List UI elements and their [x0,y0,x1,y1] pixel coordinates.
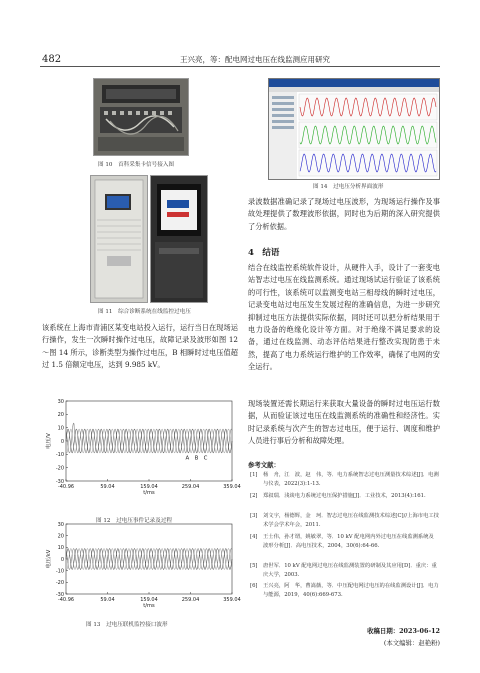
x-axis-label: t/ms [143,603,155,609]
x-tick-label: -40.96 [57,484,75,490]
reference-text: 郑叙瑞．浅谈电力系统过电压保护措施[J]．工业技术，2013(4):161. [263,493,426,499]
y-axis-label: 电压/V [46,433,52,449]
y-tick-label: -10 [55,452,64,459]
figure-12-caption: 图 12 过电压事件记录及过程 [96,518,173,524]
reference-number: [5] [250,563,258,569]
figure-11-cabinet-photo [90,175,148,303]
legend-text: A B C [185,455,208,462]
reference-number: [1] [250,472,258,478]
reference-text: 刘文宇，杨德辉，金 珂．智志过电压在线监测技术综述[C]//上海市电工技术学会学术年会，2011. [263,513,439,529]
figure-11-monitor-photo [150,175,208,303]
y-tick-label: 10 [57,425,64,432]
reference-text: 王士伟，孙才谓，姚敏翠，等．10 kV 配电网内外过电压在线监测系统及波形分析[J]．高电压技术，2004，30(6):64-66. [263,534,434,550]
reference-number: [4] [250,534,258,540]
section-heading: 4 结语 [248,248,280,258]
references-heading: 参考文献： [248,461,280,469]
chart-12-plot [44,399,241,496]
x-tick-label: 259.04 [181,597,200,603]
page-number: 482 [42,54,62,65]
reference-number: [6] [250,583,258,589]
x-tick-label: 159.04 [140,484,158,490]
reference-item [250,471,440,491]
y-tick-label: -20 [55,580,64,587]
figure-10-photo [93,78,189,156]
y-tick-label: 20 [57,412,64,419]
running-title: 王兴亮，等：配电网过电压在线监测应用研究 [180,55,330,64]
y-tick-label: 30 [57,521,64,528]
figure-14-caption: 图 14 过电压分析界面波形 [313,184,384,190]
y-axis-label: 电压/kV [46,549,52,569]
received-date: 收稿日期：2023-06-12 [367,627,440,635]
figure-12-chart [42,397,241,505]
left-paragraph: 该系统在上海市青浦区某变电站投入运行，运行当日在现场运行操作，发生一次瞬时操作过电压，故障记录及波形如图 12～图 14 所示，诊断类型为操作过电压，B 相瞬时过电压值超过 1.5 倍额定电压，达到 9.985 kV。 [42,323,238,370]
chart-13-plot [44,522,241,609]
header-rule [40,66,440,67]
reference-number: [2] [250,493,258,499]
right-paragraph-1: 录波数据准确记录了现场过电压波形，为现场运行操作及事故处理提供了数理波形依据，同时也为后期的深入研究提供了分析依据。 [248,197,440,231]
reference-item [250,582,440,602]
figure-11-caption: 图 11 综合诊断系统在线监控过电压 [98,309,191,315]
x-tick-label: 59.04 [100,484,115,490]
reference-text: 王兴亮，阿 华，曹嵩薇，等．中压配电网过电压的在线监测设计[J]．电力与能源，2019，40(6):669-673. [263,583,439,599]
y-tick-label: -30 [55,478,64,485]
reference-text: 唐世军．10 kV 配电网过电压在线监测装置的研制及其应用[D]．重庆：重庆大学，2003. [263,563,437,579]
reference-item [250,533,440,553]
figure-13-caption: 图 13 过电压联机监控接口波形 [86,622,168,628]
y-tick-label: -20 [55,465,64,472]
figure-14-screenshot [268,78,440,180]
y-tick-label: 20 [57,533,64,540]
editor-note: (本文编辑：赵艳粉) [383,639,440,647]
reference-text: 杨 舟，江 波，赵 伟，等．电力系统智志过电压测量技术综述[J]．电测与仪表，2022(3):1-13. [263,472,439,488]
y-tick-label: 30 [57,398,64,405]
x-tick-label: 359.04 [223,484,241,490]
reference-item [250,512,440,532]
x-tick-label: 59.04 [100,597,115,603]
x-tick-label: -40.96 [57,597,75,603]
reference-item [250,492,440,512]
y-tick-label: -30 [55,591,64,598]
y-tick-label: 0 [60,438,64,445]
reference-item [250,562,440,582]
figure-13-chart [42,520,241,616]
y-tick-label: 10 [57,545,64,552]
y-tick-label: -10 [55,568,64,575]
right-paragraph-2: 结合在线监控系统软件设计，从硬件入手，设计了一套变电站智志过电压在线监测系统。通过现场试运行验证了该系统的可行性，该系统可以监测变电站三相母线的瞬时过电压，记录变电站过电压发生发展过程的准确信息，为进一步研究抑制过电压方法提供实际依据，同时还可以把分析结果用于电力设备的绝缘化设计等方面。对于绝缘不满足要求的设备，通过在线监测、动态评估结果进行整改实现防患于未然，提高了电力系统运行维护的工作效率，确保了电网的安全运行。 [248,263,440,372]
x-axis-label: t/ms [143,490,155,496]
x-tick-label: 359.04 [223,597,241,603]
y-tick-label: 0 [60,556,64,563]
figure-10-caption: 图 10 首科采集卡信号接入图 [98,162,175,168]
x-tick-label: 159.04 [140,597,158,603]
right-paragraph-3: 现场装置还需长期运行来获取大量设备的瞬时过电压运行数据，从而验证该过电压在线监测系统的准确性和经济性。实时记录系统与次产生的智志过电压，便于运行、调度和维护人员进行事后分析和故障处理。 [248,399,440,446]
x-tick-label: 259.04 [181,484,200,490]
reference-number: [3] [250,513,258,519]
